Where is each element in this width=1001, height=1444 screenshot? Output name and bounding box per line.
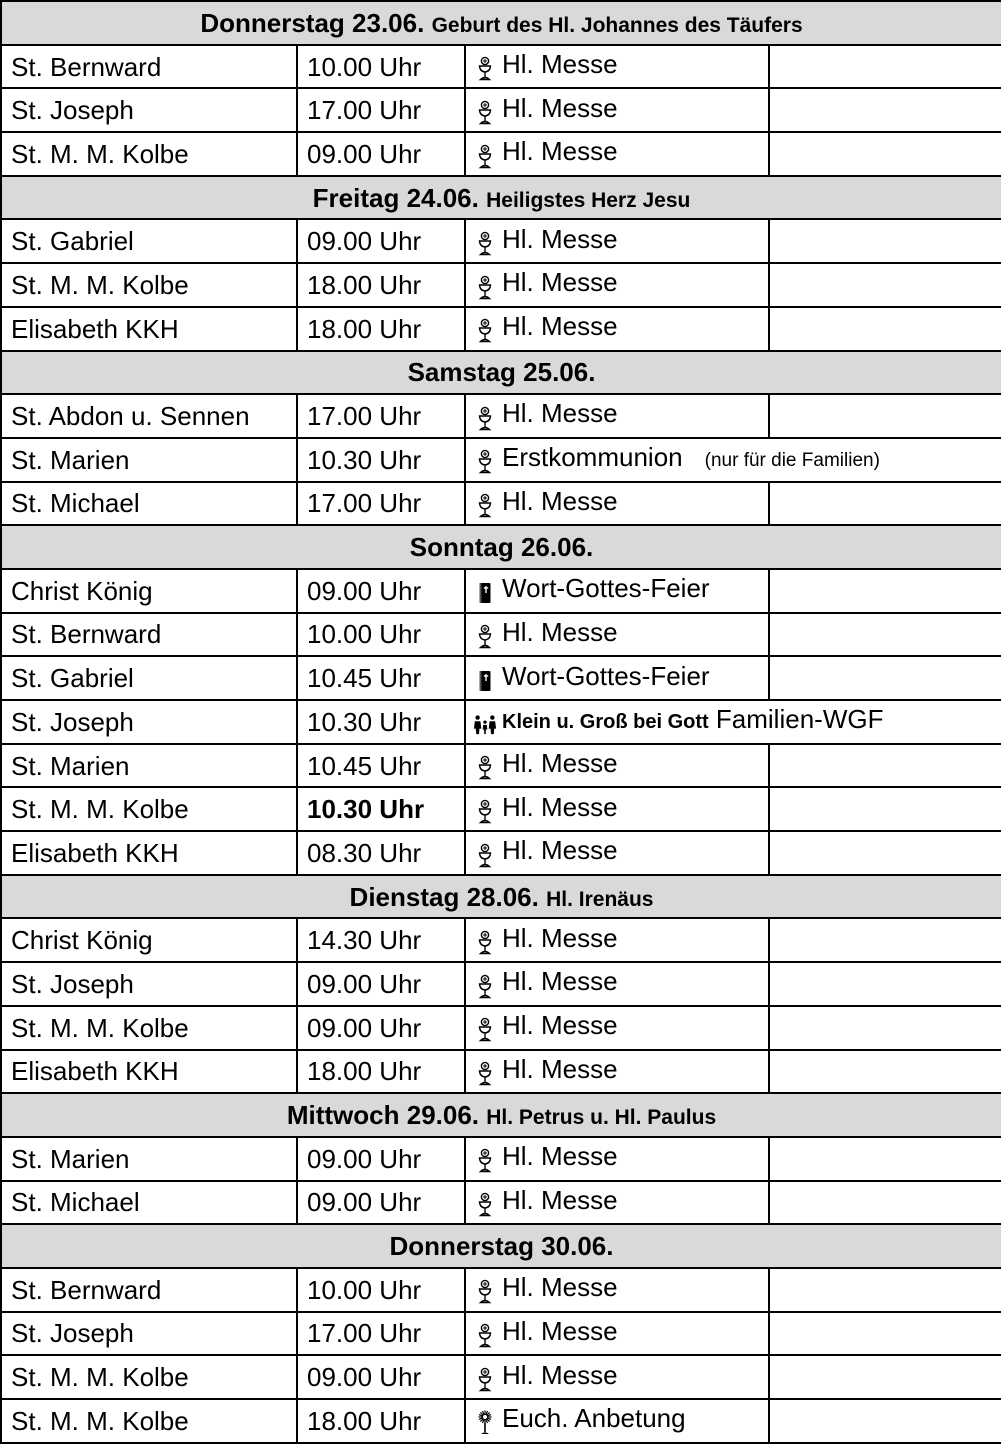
schedule-row [1, 307, 1001, 351]
church-name: St. Joseph [1, 1312, 297, 1356]
feast-name: Geburt des Hl. Johannes des Täufers [431, 13, 803, 37]
feast-name: Hl. Irenäus [546, 887, 654, 911]
empty-cell [769, 307, 1001, 351]
schedule-body [1, 1, 1001, 1443]
service-name: Hl. Messe [502, 1141, 618, 1172]
service-name: Hl. Messe [502, 1184, 618, 1215]
day-header-row [1, 351, 1001, 395]
service-type [465, 744, 769, 788]
chalice-icon [472, 493, 498, 519]
empty-cell [769, 569, 1001, 613]
service-type [465, 831, 769, 875]
schedule-row [1, 1312, 1001, 1356]
day-title: Sonntag 26.06. [409, 532, 594, 563]
service-time: 17.00 Uhr [297, 1312, 465, 1356]
service-time: 09.00 Uhr [297, 962, 465, 1006]
service-name: Hl. Messe [502, 791, 618, 822]
service-type [465, 656, 769, 700]
day-title: Samstag 25.06. [407, 357, 596, 388]
service-type [465, 394, 769, 438]
service-name: Erstkommunion [502, 442, 683, 473]
schedule-row [1, 45, 1001, 89]
empty-cell [769, 831, 1001, 875]
monstrance-icon [472, 1410, 498, 1436]
schedule-row [1, 831, 1001, 875]
service-type [465, 1137, 769, 1181]
schedule-row [1, 219, 1001, 263]
service-name: Hl. Messe [502, 223, 618, 254]
day-header-row [1, 525, 1001, 569]
day-header [1, 1093, 1001, 1137]
service-type [465, 1399, 769, 1443]
empty-cell [769, 88, 1001, 132]
service-type [465, 962, 769, 1006]
church-name: Christ König [1, 569, 297, 613]
church-name: St. Abdon u. Sennen [1, 394, 297, 438]
service-type [465, 569, 769, 613]
chalice-icon [472, 624, 498, 650]
church-name: Christ König [1, 918, 297, 962]
service-time: 18.00 Uhr [297, 1399, 465, 1443]
schedule-row [1, 1050, 1001, 1094]
service-name: Hl. Messe [502, 1053, 618, 1084]
schedule-row [1, 394, 1001, 438]
service-time: 10.30 Uhr [297, 438, 465, 482]
chalice-icon [472, 1279, 498, 1305]
service-time: 10.45 Uhr [297, 744, 465, 788]
church-name: St. Marien [1, 744, 297, 788]
service-name: Wort-Gottes-Feier [502, 573, 710, 604]
day-title: Dienstag 28.06. [349, 881, 539, 912]
chalice-icon [472, 275, 498, 301]
church-name: Elisabeth KKH [1, 307, 297, 351]
schedule-row [1, 1006, 1001, 1050]
day-header [1, 351, 1001, 395]
schedule-row [1, 1268, 1001, 1312]
day-header [1, 1, 1001, 45]
service-time: 14.30 Uhr [297, 918, 465, 962]
schedule-row [1, 438, 1001, 482]
bible-icon [472, 580, 498, 606]
church-name: St. Michael [1, 1181, 297, 1225]
chalice-icon [472, 930, 498, 956]
service-note: (nur für die Familien) [704, 450, 880, 472]
service-type [465, 613, 769, 657]
service-type [465, 45, 769, 89]
service-time: 10.00 Uhr [297, 1268, 465, 1312]
empty-cell [769, 962, 1001, 1006]
church-name: St. Bernward [1, 45, 297, 89]
service-name: Hl. Messe [502, 311, 618, 342]
service-name: Familien-WGF [715, 704, 884, 735]
church-name: St. Joseph [1, 88, 297, 132]
service-time: 17.00 Uhr [297, 88, 465, 132]
day-header-row [1, 1, 1001, 45]
day-header-row [1, 875, 1001, 919]
schedule-row [1, 918, 1001, 962]
chalice-icon [472, 799, 498, 825]
chalice-icon [472, 1148, 498, 1174]
chalice-icon [472, 1192, 498, 1218]
empty-cell [769, 656, 1001, 700]
chalice-icon [472, 755, 498, 781]
church-name: St. Marien [1, 438, 297, 482]
church-name: St. Marien [1, 1137, 297, 1181]
empty-cell [769, 1181, 1001, 1225]
service-type [465, 132, 769, 176]
service-time: 08.30 Uhr [297, 831, 465, 875]
chalice-icon [472, 449, 498, 475]
service-type [465, 787, 769, 831]
service-time: 10.00 Uhr [297, 613, 465, 657]
church-name: St. M. M. Kolbe [1, 1399, 297, 1443]
schedule-row [1, 1399, 1001, 1443]
schedule-row [1, 656, 1001, 700]
empty-cell [769, 1137, 1001, 1181]
church-name: St. Michael [1, 482, 297, 526]
schedule-row [1, 613, 1001, 657]
day-title: Donnerstag 23.06. [200, 7, 425, 38]
day-title: Mittwoch 29.06. [286, 1100, 480, 1131]
church-name: St. Joseph [1, 962, 297, 1006]
chalice-icon [472, 100, 498, 126]
service-time: 17.00 Uhr [297, 482, 465, 526]
empty-cell [769, 1006, 1001, 1050]
service-type [465, 438, 1001, 482]
empty-cell [769, 613, 1001, 657]
service-time: 10.00 Uhr [297, 45, 465, 89]
empty-cell [769, 1399, 1001, 1443]
service-title: Klein u. Groß bei Gott [502, 711, 709, 734]
service-type [465, 918, 769, 962]
chalice-icon [472, 1017, 498, 1043]
service-time: 18.00 Uhr [297, 1050, 465, 1094]
day-header [1, 176, 1001, 220]
service-time: 09.00 Uhr [297, 219, 465, 263]
service-name: Hl. Messe [502, 1272, 618, 1303]
service-type [465, 1268, 769, 1312]
service-name: Hl. Messe [502, 136, 618, 167]
service-name: Hl. Messe [502, 485, 618, 516]
chalice-icon [472, 406, 498, 432]
schedule-row [1, 700, 1001, 744]
empty-cell [769, 918, 1001, 962]
day-header-row [1, 176, 1001, 220]
service-name: Hl. Messe [502, 747, 618, 778]
empty-cell [769, 394, 1001, 438]
service-name: Hl. Messe [502, 398, 618, 429]
chalice-icon [472, 144, 498, 170]
church-name: St. M. M. Kolbe [1, 787, 297, 831]
chalice-icon [472, 843, 498, 869]
chalice-icon [472, 1323, 498, 1349]
service-type [465, 1312, 769, 1356]
service-time: 17.00 Uhr [297, 394, 465, 438]
service-type [465, 263, 769, 307]
empty-cell [769, 744, 1001, 788]
chalice-icon [472, 1367, 498, 1393]
service-time: 09.00 Uhr [297, 569, 465, 613]
service-time: 18.00 Uhr [297, 307, 465, 351]
empty-cell [769, 482, 1001, 526]
service-name: Hl. Messe [502, 922, 618, 953]
service-name: Hl. Messe [502, 48, 618, 79]
service-type [465, 482, 769, 526]
schedule-row [1, 787, 1001, 831]
service-type [465, 1050, 769, 1094]
schedule-row [1, 132, 1001, 176]
church-name: St. Joseph [1, 700, 297, 744]
service-name: Hl. Messe [502, 92, 618, 123]
day-title: Freitag 24.06. [312, 182, 479, 213]
day-header [1, 1224, 1001, 1268]
service-name: Hl. Messe [502, 1010, 618, 1041]
feast-name: Heiligstes Herz Jesu [486, 188, 691, 212]
chalice-icon [472, 1061, 498, 1087]
schedule-row [1, 263, 1001, 307]
day-title: Donnerstag 30.06. [389, 1231, 614, 1262]
bible-icon [472, 668, 498, 694]
empty-cell [769, 1312, 1001, 1356]
schedule-row [1, 1137, 1001, 1181]
day-header-row [1, 1224, 1001, 1268]
family-icon [472, 711, 498, 737]
empty-cell [769, 219, 1001, 263]
service-name: Hl. Messe [502, 1315, 618, 1346]
service-name: Wort-Gottes-Feier [502, 660, 710, 691]
schedule-row [1, 744, 1001, 788]
service-name: Hl. Messe [502, 1359, 618, 1390]
church-name: St. M. M. Kolbe [1, 263, 297, 307]
service-time: 09.00 Uhr [297, 1137, 465, 1181]
church-name: Elisabeth KKH [1, 831, 297, 875]
church-name: St. Bernward [1, 1268, 297, 1312]
schedule-row [1, 569, 1001, 613]
service-time: 10.45 Uhr [297, 656, 465, 700]
empty-cell [769, 1050, 1001, 1094]
service-name: Euch. Anbetung [502, 1403, 686, 1434]
chalice-icon [472, 231, 498, 257]
service-time: 10.30 Uhr [297, 787, 465, 831]
chalice-icon [472, 318, 498, 344]
service-name: Hl. Messe [502, 616, 618, 647]
service-time: 18.00 Uhr [297, 263, 465, 307]
schedule-row [1, 962, 1001, 1006]
day-header [1, 525, 1001, 569]
day-header [1, 875, 1001, 919]
service-name: Hl. Messe [502, 835, 618, 866]
chalice-icon [472, 56, 498, 82]
service-time: 09.00 Uhr [297, 1355, 465, 1399]
schedule-row [1, 88, 1001, 132]
service-name: Hl. Messe [502, 966, 618, 997]
service-type [465, 1006, 769, 1050]
feast-name: Hl. Petrus u. Hl. Paulus [486, 1106, 717, 1130]
service-type [465, 1181, 769, 1225]
empty-cell [769, 1268, 1001, 1312]
service-type [465, 700, 1001, 744]
chalice-icon [472, 974, 498, 1000]
empty-cell [769, 263, 1001, 307]
church-name: Elisabeth KKH [1, 1050, 297, 1094]
service-time: 10.30 Uhr [297, 700, 465, 744]
service-type [465, 307, 769, 351]
service-time: 09.00 Uhr [297, 1006, 465, 1050]
schedule-row [1, 1181, 1001, 1225]
service-type [465, 219, 769, 263]
service-name: Hl. Messe [502, 267, 618, 298]
church-name: St. M. M. Kolbe [1, 132, 297, 176]
schedule-row [1, 482, 1001, 526]
empty-cell [769, 787, 1001, 831]
church-name: St. Gabriel [1, 656, 297, 700]
empty-cell [769, 132, 1001, 176]
empty-cell [769, 45, 1001, 89]
service-time: 09.00 Uhr [297, 132, 465, 176]
church-name: St. M. M. Kolbe [1, 1355, 297, 1399]
day-header-row [1, 1093, 1001, 1137]
church-name: St. M. M. Kolbe [1, 1006, 297, 1050]
service-type [465, 88, 769, 132]
service-time: 09.00 Uhr [297, 1181, 465, 1225]
church-name: St. Gabriel [1, 219, 297, 263]
church-name: St. Bernward [1, 613, 297, 657]
